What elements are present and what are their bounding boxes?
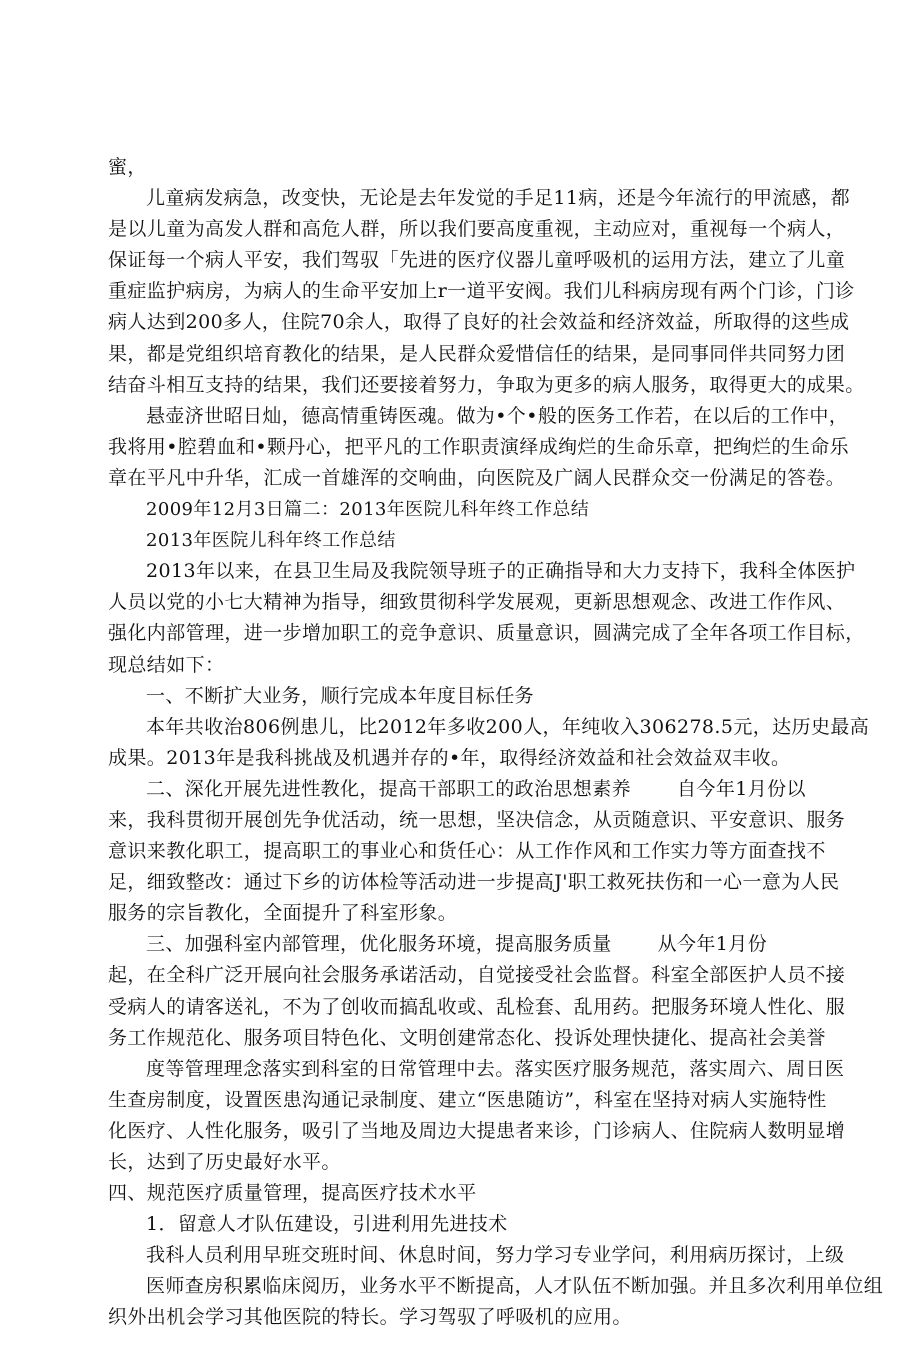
section-heading-3-title: 三、加强科室内部管理，优化服务环境，提高服务质量	[146, 933, 612, 956]
text-line: 重症监护病房，为病人的生命平安加上r一道平安阀。我们儿科病房现有两个门诊，门诊	[108, 280, 855, 303]
text-line: 蜜，	[108, 156, 147, 178]
subsection-heading-1: 我科人员利用早班交班时间、休息时间，努力学习专业学问，利用病历探讨，上级	[146, 1244, 845, 1267]
paragraph-line: 2013年以来，在县卫生局及我院领导班子的正确指导和大力支持下，我科全体医护	[146, 560, 856, 583]
paragraph-line: 度等管理理念落实到科室的日常管理中去。落实医疗服务规范，落实周六、周日医	[146, 1057, 845, 1080]
text-line: 足，细致整改：通过下乡的访体检等活动进一步提高J'职工救死扶伤和一心一意为人民	[108, 871, 840, 894]
text-line: 务工作规范化、服务项目特色化、文明创建常态化、投诉处理快捷化、提高社会美誉	[108, 1026, 826, 1049]
text-line: 化医疗、人性化服务，吸引了当地及周边大提患者来诊，门诊病人、住院病人数明显增	[108, 1119, 846, 1142]
text-line: 生查房制度，设置医患沟通记录制度、建立“医患随访”，科室在坚持对病人实施特性	[108, 1088, 827, 1111]
section-heading-4: 1．留意人才队伍建设，引进利用先进技术	[146, 1213, 508, 1236]
paragraph-line: 医师查房积累临床阅历，业务水平不断提高，人才队伍不断加强。并且多次利用单位组	[146, 1275, 884, 1298]
text-line: 受病人的请客送礼，不为了创收而搞乱收或、乱检套、乱用药。把服务环境人性化、服	[108, 995, 846, 1018]
text-line: 我将用•腔碧血和•颗丹心，把平凡的工作职责演绎成绚烂的生命乐章，把绚烂的生命乐	[108, 435, 850, 458]
text-line: 果，都是党组织培育教化的结果，是人民群众爱惜信任的结果，是同事同伴共同努力团	[108, 342, 846, 365]
text-line: 结奋斗相互支持的结果，我们还要接着努力，争取为更多的病人服务，取得更大的成果。	[108, 373, 865, 396]
text-line: 织外出机会学习其他医院的特长。学习驾驭了呼吸机的应用。	[108, 1306, 632, 1329]
paragraph-line: 儿童病发病急，改变快，无论是去年发觉的手足11病，还是今年流行的甲流感，都	[146, 187, 850, 210]
paragraph-line: 悬壶济世昭日灿，德高情重铸医魂。做为•个•般的医务工作若，在以后的工作中，	[146, 404, 849, 427]
text-line: 是以儿童为高发人群和高危人群，所以我们要高度重视，主动应对，重视每一个病人，	[108, 218, 846, 241]
document-body	[108, 152, 884, 1365]
report-title: 2013年医院儿科年终工作总结	[146, 530, 396, 552]
text-line: 服务的宗旨教化，全面提升了科室形象。	[108, 902, 458, 925]
text-line: 病人达到200多人，住院70余人，取得了良好的社会效益和经济效益，所取得的这些成	[108, 311, 850, 334]
text-line	[108, 1334, 828, 1365]
section-heading-3	[108, 929, 828, 960]
text-line: 四、规范医疗质量管理，提高医疗技术水平	[108, 1182, 477, 1205]
text-line: 章在平凡中升华，汇成一首雄浑的交响曲，向医院及广阔人民群众交一份满足的答卷。	[108, 466, 846, 489]
text-line: 起，在全科广泛开展向社会服务承诺活动，自觉接受社会监督。科室全部医护人员不接	[108, 964, 846, 987]
text-line: 现总结如下：	[108, 653, 225, 676]
section-heading-2	[108, 774, 828, 805]
text-line: 强化内部管理，进一步增加职工的竞争意识、质量意识，圆满完成了全年各项工作目标，	[108, 622, 865, 645]
text-line: 成果。2013年是我科挑战及机遇并存的•年，取得经济效益和社会效益双丰收。	[108, 746, 791, 769]
text-line: 保证每一个病人平安，我们驾驭「先进的医疗仪器儿童呼吸机的运用方法，建立了儿童	[108, 249, 846, 272]
text-line: 来，我科贯彻开展创先争优活动，统一思想，坚决信念，从贡随意识、平安意识、服务	[108, 808, 846, 831]
text-line: 长，达到了历史最好水平。	[108, 1151, 341, 1173]
section-heading-1: 一、不断扩大业务，顺行完成本年度目标任务	[146, 684, 535, 707]
text-line: 意识来教化职工，提高职工的事业心和货任心：从工作作风和工作实力等方面查找不	[108, 840, 826, 863]
section-date-heading: 2009年12月3日篇二：2013年医院儿科年终工作总结	[146, 499, 590, 521]
section-heading-2-lead: 自今年1月份以	[677, 777, 806, 800]
section-heading-3-lead: 从今年1月份	[657, 933, 768, 956]
section-heading-2-title: 二、深化开展先进性教化，提高干部职工的政治思想素养	[146, 777, 632, 800]
text-line: 人员以党的小七大精神为指导，细致贯彻科学发展观，更新思想观念、改进工作作风、	[108, 591, 846, 614]
paragraph-line: 本年共收治806例患儿，比2012年多收200人，年纯收入306278.5元，达历史最高	[146, 715, 870, 738]
